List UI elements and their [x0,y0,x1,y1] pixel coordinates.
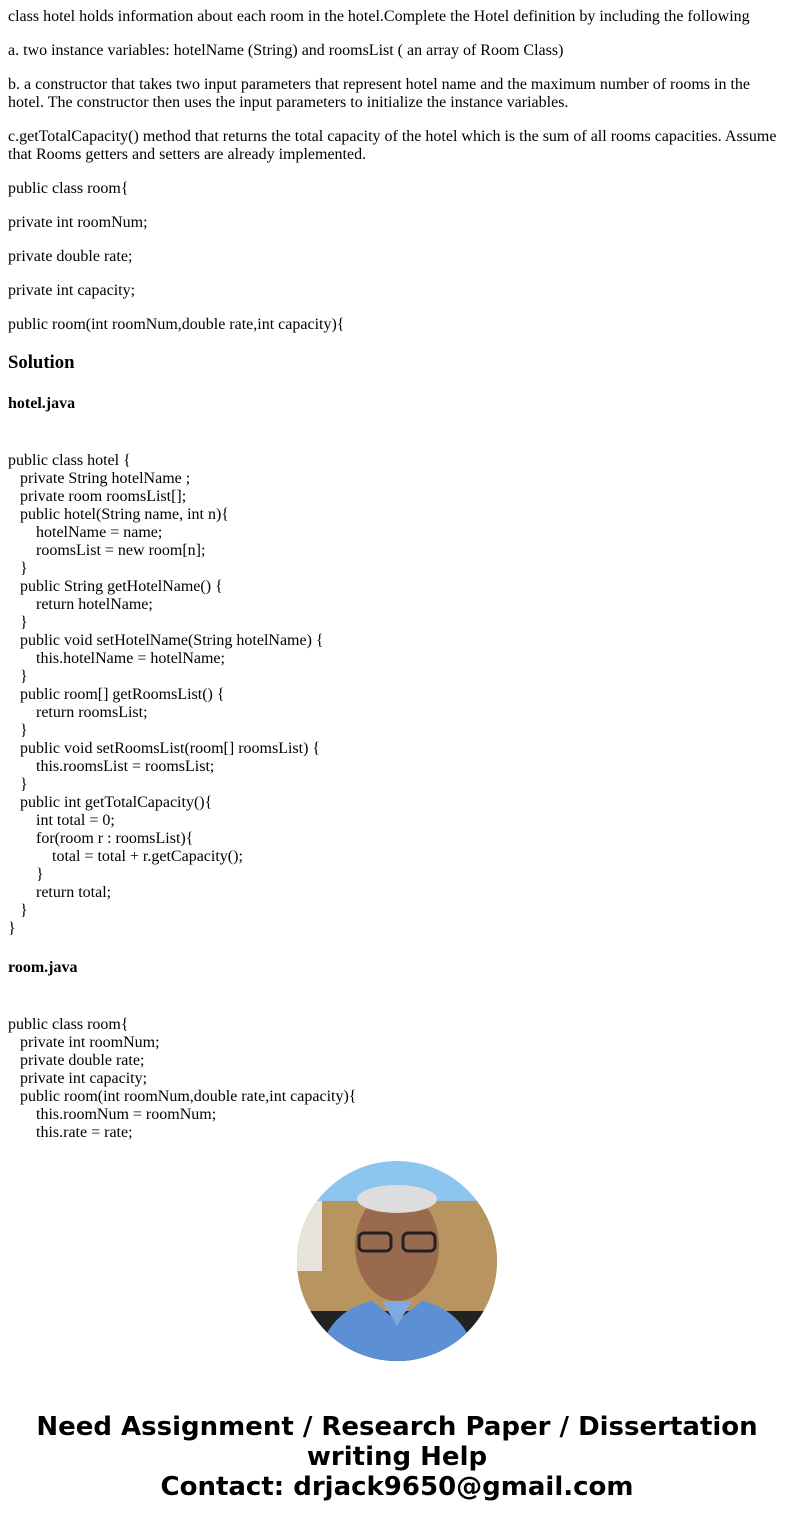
question-part-c: c.getTotalCapacity() method that returns the total capacity of the hotel which is the sum of all rooms capacities. Assume that Rooms getters and setters are already implemented. [8,128,777,163]
code-line: private room roomsList[]; [8,488,187,505]
promo-line: writing Help [306,1442,488,1472]
code-line: for(room r : roomsList){ [8,830,194,847]
code-line: int total = 0; [8,812,115,829]
promo-banner [0,1412,794,1502]
promo-contact: Contact: drjack9650@gmail.com [160,1472,634,1502]
code-line: private int capacity; [8,1070,148,1087]
question-intro: class hotel holds information about each room in the hotel.Complete the Hotel definition by including the following [8,8,750,25]
code-line: return roomsList; [8,704,148,721]
code-line: private double rate; [8,1052,145,1069]
code-line: public int getTotalCapacity(){ [8,794,213,811]
code-line: public void setRoomsList(room[] roomsList) { [8,740,321,757]
code-line: this.hotelName = hotelName; [8,650,225,667]
code-line: } [8,560,28,577]
author-avatar [297,1161,497,1361]
code-line: } [8,866,44,883]
code-line [8,998,786,1016]
code-line: this.roomNum = roomNum; [8,1106,217,1123]
code-line: } [8,668,28,685]
code-line: this.rate = rate; [8,1124,133,1141]
code-line: } [8,722,28,739]
question-part-b: b. a constructor that takes two input parameters that represent hotel name and the maximum number of rooms in the hotel. The constructor then uses the input parameters to initialize the instance variables. [8,76,751,111]
code-line [8,434,786,452]
question-code-line: private double rate; [8,248,133,265]
code-line: public room[] getRoomsList() { [8,686,225,703]
code-line: return total; [8,884,112,901]
code-line: public class hotel { [8,452,131,469]
question-code-line: public class room{ [8,180,129,197]
question-code-line: public room(int roomNum,double rate,int capacity){ [8,316,345,333]
document [0,8,794,1142]
file-name-hotel: hotel.java [8,395,76,412]
code-line: public String getHotelName() { [8,578,223,595]
code-line: } [8,614,28,631]
question-part-a: a. two instance variables: hotelName (String) and roomsList ( an array of Room Class) [8,42,564,59]
code-line: } [8,902,28,919]
code-line: total = total + r.getCapacity(); [8,848,243,865]
code-line: return hotelName; [8,596,153,613]
code-line: public class room{ [8,1016,129,1033]
question-code-line: private int capacity; [8,282,136,299]
code-line: this.roomsList = roomsList; [8,758,215,775]
promo-line: Need Assignment / Research Paper / Dissertation [36,1412,758,1442]
code-line: hotelName = name; [8,524,163,541]
code-line: } [8,776,28,793]
code-line: private int roomNum; [8,1034,160,1051]
code-line: } [8,920,16,937]
code-line: roomsList = new room[n]; [8,542,206,559]
code-block-hotel [8,434,786,938]
code-block-room [8,998,786,1142]
code-line: public room(int roomNum,double rate,int capacity){ [8,1088,357,1105]
code-line: private String hotelName ; [8,470,191,487]
solution-heading: Solution [8,352,75,373]
code-line: public void setHotelName(String hotelName) { [8,632,324,649]
question-code-line: private int roomNum; [8,214,148,231]
code-line: public hotel(String name, int n){ [8,506,229,523]
file-name-room: room.java [8,959,78,976]
